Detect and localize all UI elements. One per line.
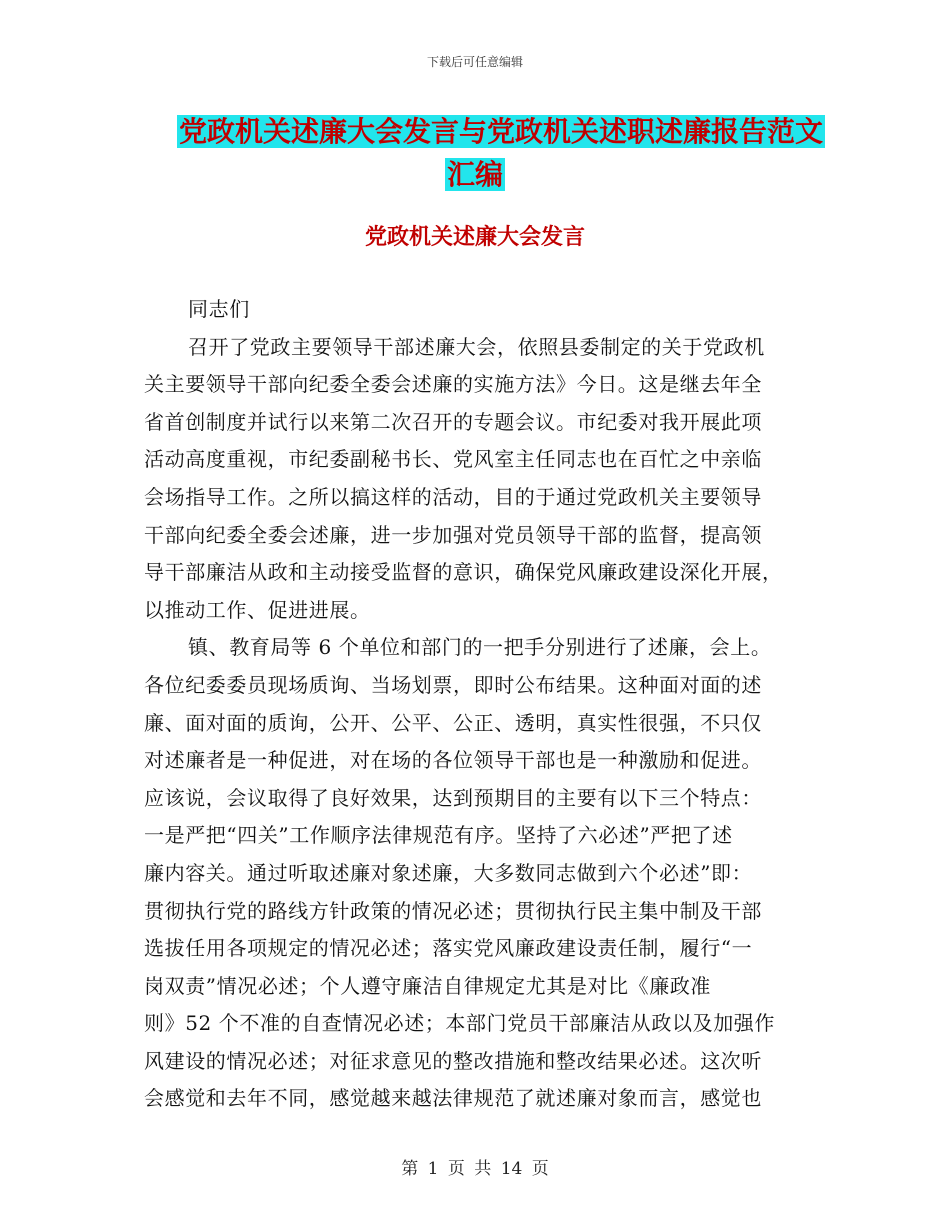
text-line: 会场指导工作。之所以搞这样的活动，目的于通过党政机关主要领导 — [144, 484, 762, 509]
text-line: 召开了党政主要领导干部述廉大会，依照县委制定的关于党政机 — [188, 334, 765, 359]
page-footer: 第 1 页 共 14 页 — [401, 1159, 549, 1179]
text-line: 贯彻执行党的路线方针政策的情况必述；贯彻执行民主集中制及干部 — [144, 898, 762, 923]
text-line: 镇、教育局等 6 个单位和部门的一把手分别进行了述廉，会上。 — [188, 635, 772, 660]
text-line: 廉内容关。通过听取述廉对象述廉，大多数同志做到六个必述”即： — [144, 860, 753, 885]
text-line: 应该说，会议取得了良好效果，达到预期目的主要有以下三个特点： — [144, 785, 762, 810]
text-line: 活动高度重视，市纪委副秘书长、党风室主任同志也在百忙之中亲临 — [144, 447, 762, 472]
text-line: 各位纪委委员现场质询、当场划票，即时公布结果。这种面对面的述 — [144, 672, 762, 697]
text-line: 岗双责”情况必述；个人遵守廉洁自律规定尤其是对比《廉政准 — [144, 973, 712, 998]
text-line: 导干部廉洁从政和主动接受监督的意识，确保党风廉政建设深化开展， — [144, 560, 783, 585]
text-line: 干部向纪委全委会述廉，进一步加强对党员领导干部的监督，提高领 — [144, 522, 762, 547]
header-note: 下载后可任意编辑 — [426, 55, 523, 69]
text-line: 以推动工作、促进进展。 — [144, 597, 371, 622]
text-line: 关主要领导干部向纪委全委会述廉的实施方法》今日。这是继去年全 — [144, 372, 762, 397]
text-line: 省首创制度并试行以来第二次召开的专题会议。市纪委对我开展此项 — [144, 409, 762, 434]
text-line: 则》52 个不准的自查情况必述；本部门党员干部廉洁从政以及加强作 — [144, 1011, 776, 1036]
section-title: 党政机关述廉大会发言 — [364, 225, 585, 250]
text-line: 一是严把“四关”工作顺序法律规范有序。坚持了六必述”严把了述 — [144, 823, 733, 848]
text-line: 风建设的情况必述；对征求意见的整改措施和整改结果必述。这次听 — [144, 1048, 762, 1073]
text-line: 会感觉和去年不同，感觉越来越法律规范了就述廉对象而言，感觉也 — [144, 1086, 762, 1111]
paragraph-2 — [144, 629, 804, 1118]
document-title-line-2: 汇编 — [446, 158, 503, 191]
document-body — [144, 291, 804, 1118]
text-line: 廉、面对面的质询，公开、公平、公正、透明，真实性很强，不只仅 — [144, 710, 762, 735]
text-line: 选拔任用各项规定的情况必述；落实党风廉政建设责任制，履行“一 — [144, 936, 753, 961]
document-title — [0, 110, 950, 196]
document-title-line-1: 党政机关述廉大会发言与党政机关述职述廉报告范文 — [178, 115, 823, 148]
paragraph-1 — [144, 329, 804, 630]
greeting: 同志们 — [188, 297, 250, 321]
text-line: 对述廉者是一种促进，对在场的各位领导干部也是一种激励和促进。 — [144, 748, 762, 773]
